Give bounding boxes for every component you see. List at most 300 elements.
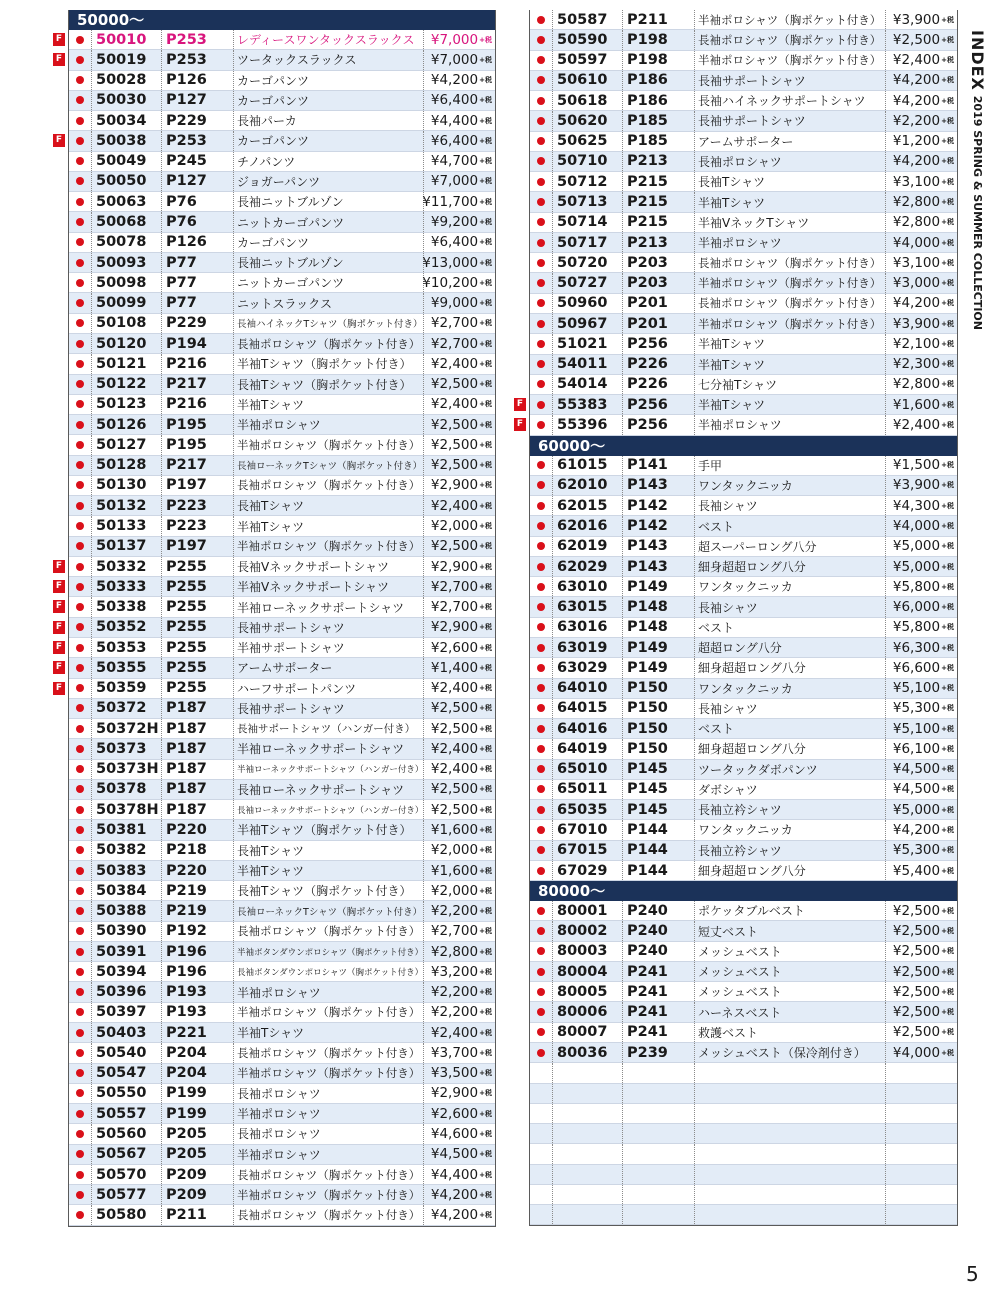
item-code: 50577 <box>91 1185 161 1204</box>
item-page: P150 <box>622 719 694 738</box>
price-value: ¥2,500 <box>892 943 941 960</box>
table-row <box>69 1145 495 1165</box>
item-page: P187 <box>161 780 233 799</box>
red-dot-icon <box>537 320 545 328</box>
tax-label: +税 <box>941 360 954 369</box>
tax-label: +税 <box>941 177 954 186</box>
item-price <box>885 861 957 880</box>
item-name: 細身超超ロング八分 <box>694 739 885 758</box>
red-dot-icon <box>76 1069 84 1077</box>
price-value: ¥11,700 <box>422 193 479 210</box>
item-price <box>885 355 957 374</box>
bullet-cell <box>69 765 91 773</box>
item-name: 長袖サポートシャツ <box>233 618 423 637</box>
item-page: P204 <box>161 1064 233 1083</box>
red-dot-icon <box>76 259 84 267</box>
item-code: 50560 <box>91 1124 161 1143</box>
red-dot-icon <box>537 1008 545 1016</box>
item-price <box>885 10 957 29</box>
item-code: 50355 <box>91 658 161 677</box>
item-price <box>885 557 957 576</box>
item-page: P145 <box>622 760 694 779</box>
item-code: 50132 <box>91 496 161 515</box>
item-name: カーゴパンツ <box>233 131 423 150</box>
item-code: 80007 <box>552 1023 622 1042</box>
red-dot-icon <box>76 56 84 64</box>
tax-label: +税 <box>479 967 492 976</box>
item-code: 50714 <box>552 213 622 232</box>
item-code: 50391 <box>91 942 161 961</box>
bullet-cell <box>69 664 91 672</box>
tax-label: +税 <box>479 907 492 916</box>
tax-label: +税 <box>479 1150 492 1159</box>
table-row <box>530 172 957 192</box>
item-price <box>423 354 495 373</box>
table-row <box>69 496 495 516</box>
item-code: 50394 <box>91 962 161 981</box>
bullet-cell <box>69 623 91 631</box>
table-row <box>530 982 957 1002</box>
bullet-cell <box>69 1069 91 1077</box>
table-row <box>69 1104 495 1124</box>
bullet-cell <box>69 988 91 996</box>
table-row <box>530 132 957 152</box>
item-page: P220 <box>161 820 233 839</box>
red-dot-icon <box>76 785 84 793</box>
price-value: ¥6,400 <box>430 92 479 109</box>
tax-label: +税 <box>479 177 492 186</box>
red-dot-icon <box>76 664 84 672</box>
item-price <box>885 537 957 556</box>
item-code: 50720 <box>552 253 622 272</box>
item-name: ツータックスラックス <box>233 50 423 69</box>
table-row <box>69 273 495 293</box>
price-value: ¥5,800 <box>892 619 941 636</box>
bullet-cell <box>69 218 91 226</box>
item-price <box>423 658 495 677</box>
item-name: 長袖Tシャツ <box>233 496 423 515</box>
table-row <box>530 962 957 982</box>
empty-row <box>530 1084 957 1104</box>
item-price <box>423 800 495 819</box>
item-price <box>423 111 495 130</box>
price-value: ¥3,900 <box>892 11 941 28</box>
item-price <box>423 1145 495 1164</box>
item-page: P142 <box>622 496 694 515</box>
item-name: カーゴパンツ <box>233 71 423 90</box>
table-row <box>530 841 957 861</box>
table-row <box>55 577 495 597</box>
item-price <box>885 476 957 495</box>
tax-label: +税 <box>941 744 954 753</box>
item-page: P126 <box>161 71 233 90</box>
red-dot-icon <box>76 745 84 753</box>
price-value: ¥2,500 <box>430 436 479 453</box>
item-code: 50078 <box>91 233 161 252</box>
bullet-cell <box>69 461 91 469</box>
item-code: 50373H <box>91 760 161 779</box>
item-code: 50028 <box>91 71 161 90</box>
bullet-cell <box>530 481 552 489</box>
table-row <box>530 537 957 557</box>
price-value: ¥3,200 <box>430 963 479 980</box>
bullet-cell <box>69 968 91 976</box>
table-row <box>69 901 495 921</box>
tax-label: +税 <box>479 116 492 125</box>
red-dot-icon <box>537 867 545 875</box>
item-price <box>423 1084 495 1103</box>
bullet-cell <box>69 117 91 125</box>
item-name: 長袖シャツ <box>694 496 885 515</box>
item-name: カーゴパンツ <box>233 233 423 252</box>
item-price <box>885 334 957 353</box>
price-value: ¥2,500 <box>430 457 479 474</box>
red-dot-icon <box>76 1049 84 1057</box>
item-page: P199 <box>161 1104 233 1123</box>
price-value: ¥4,200 <box>430 72 479 89</box>
table-row <box>69 1064 495 1084</box>
item-page: P187 <box>161 699 233 718</box>
item-name: 長袖ポロシャツ <box>233 1124 423 1143</box>
table-row <box>530 192 957 212</box>
item-code: 50378H <box>91 800 161 819</box>
item-price <box>885 314 957 333</box>
item-name: 超スーパーロング八分 <box>694 537 885 556</box>
price-value: ¥4,500 <box>892 761 941 778</box>
tax-label: +税 <box>479 339 492 348</box>
item-price <box>423 50 495 69</box>
red-dot-icon <box>76 461 84 469</box>
item-page: P211 <box>622 10 694 29</box>
tax-label: +税 <box>479 927 492 936</box>
item-code: 50618 <box>552 91 622 110</box>
table-row <box>69 800 495 820</box>
bullet-cell <box>69 684 91 692</box>
bullet-cell <box>530 907 552 915</box>
table-row <box>530 152 957 172</box>
price-value: ¥4,200 <box>892 295 941 312</box>
bullet-cell <box>69 644 91 652</box>
price-value: ¥2,500 <box>892 1004 941 1021</box>
item-page: P253 <box>161 50 233 69</box>
tax-label: +税 <box>479 886 492 895</box>
table-row <box>69 456 495 476</box>
item-code: 63010 <box>552 577 622 596</box>
item-price <box>423 982 495 1001</box>
item-page: P196 <box>161 942 233 961</box>
item-name: 七分袖Tシャツ <box>694 375 885 394</box>
item-price <box>423 699 495 718</box>
item-price <box>423 760 495 779</box>
table-row <box>69 91 495 111</box>
red-dot-icon <box>76 238 84 246</box>
tax-label: +税 <box>941 866 954 875</box>
item-name: 長袖ローネックサポートシャツ <box>233 780 423 799</box>
price-value: ¥2,200 <box>892 112 941 129</box>
item-name: ニットカーゴパンツ <box>233 212 423 231</box>
tax-label: +税 <box>941 96 954 105</box>
table-row <box>530 334 957 354</box>
red-dot-icon <box>76 846 84 854</box>
tax-label: +税 <box>479 258 492 267</box>
bullet-cell <box>69 1171 91 1179</box>
price-value: ¥4,500 <box>892 781 941 798</box>
item-page: P195 <box>161 415 233 434</box>
item-name: 半袖ポロシャツ（胸ポケット付き） <box>233 1064 423 1083</box>
f-mark-icon: F <box>53 53 65 66</box>
tax-label: +税 <box>479 218 492 227</box>
price-value: ¥5,800 <box>892 578 941 595</box>
item-name: 半袖ポロシャツ（胸ポケット付き） <box>694 10 885 29</box>
f-mark-icon: F <box>53 621 65 634</box>
item-code: 61015 <box>552 456 622 475</box>
tax-label: +税 <box>941 137 954 146</box>
item-code <box>552 1084 622 1103</box>
price-value: ¥3,000 <box>892 275 941 292</box>
item-code: 50127 <box>91 435 161 454</box>
price-value: ¥2,600 <box>430 639 479 656</box>
red-dot-icon <box>76 218 84 226</box>
table-row <box>530 618 957 638</box>
bullet-cell <box>530 542 552 550</box>
item-price <box>885 719 957 738</box>
item-code: 80003 <box>552 942 622 961</box>
item-code: 50093 <box>91 253 161 272</box>
bullet-cell <box>530 218 552 226</box>
tax-label: +税 <box>941 1028 954 1037</box>
collection-subtitle: 2019 SPRING & SUMMER COLLECTION <box>971 95 984 330</box>
table-row <box>530 638 957 658</box>
item-price <box>885 294 957 313</box>
item-name: 半袖ポロシャツ（胸ポケット付き） <box>694 51 885 70</box>
item-name: アームサポーター <box>233 658 423 677</box>
item-price <box>885 111 957 130</box>
item-name: ダボシャツ <box>694 780 885 799</box>
item-name: 半袖ローネックサポートシャツ <box>233 739 423 758</box>
item-page: P211 <box>161 1205 233 1224</box>
table-row <box>69 760 495 780</box>
item-name: メッシュベスト <box>694 982 885 1001</box>
red-dot-icon <box>76 644 84 652</box>
item-name: 長袖シャツ <box>694 597 885 616</box>
item-price <box>423 1165 495 1184</box>
item-name: 半袖VネックTシャツ <box>694 213 885 232</box>
bullet-cell <box>69 421 91 429</box>
red-dot-icon <box>537 239 545 247</box>
item-page: P223 <box>161 496 233 515</box>
item-page: P77 <box>161 253 233 272</box>
item-name: 半袖ローネックサポートシャツ <box>233 597 423 616</box>
item-price <box>423 172 495 191</box>
item-page: P241 <box>622 962 694 981</box>
item-page: P253 <box>161 30 233 49</box>
item-name: 長袖サポートシャツ <box>233 699 423 718</box>
bullet-cell <box>530 563 552 571</box>
price-value: ¥5,000 <box>892 558 941 575</box>
bullet-cell <box>69 319 91 327</box>
table-row <box>69 962 495 982</box>
item-price <box>423 577 495 596</box>
item-code: 50049 <box>91 152 161 171</box>
price-value: ¥4,500 <box>430 1146 479 1163</box>
table-row <box>530 921 957 941</box>
item-name: 半袖サポートシャツ <box>233 638 423 657</box>
table-row <box>69 212 495 232</box>
bullet-cell <box>530 968 552 976</box>
f-mark-icon: F <box>53 600 65 613</box>
item-page: P240 <box>622 942 694 961</box>
f-mark-icon: F <box>53 134 65 147</box>
section-header: 50000〜 <box>69 10 495 30</box>
item-price <box>885 921 957 940</box>
price-value: ¥2,800 <box>892 214 941 231</box>
item-price <box>885 699 957 718</box>
item-price <box>423 1064 495 1083</box>
red-dot-icon <box>537 907 545 915</box>
bullet-cell <box>530 826 552 834</box>
item-page: P219 <box>161 881 233 900</box>
bullet-cell <box>530 988 552 996</box>
table-row <box>55 597 495 617</box>
f-mark-icon: F <box>53 661 65 674</box>
item-price <box>423 314 495 333</box>
table-row <box>69 922 495 942</box>
item-page: P205 <box>161 1124 233 1143</box>
bullet-cell <box>69 1008 91 1016</box>
index-column-right <box>516 10 958 1226</box>
tax-label: +税 <box>479 866 492 875</box>
price-value: ¥2,400 <box>892 52 941 69</box>
f-mark-icon: F <box>53 580 65 593</box>
red-dot-icon <box>76 522 84 530</box>
tax-label: +税 <box>941 987 954 996</box>
bullet-cell <box>69 542 91 550</box>
item-name: レディースワンタックスラックス <box>233 30 423 49</box>
table-row <box>69 1124 495 1144</box>
tax-label: +税 <box>941 643 954 652</box>
bullet-cell <box>530 806 552 814</box>
table-row <box>530 658 957 678</box>
red-dot-icon <box>76 1171 84 1179</box>
red-dot-icon <box>537 563 545 571</box>
item-code: 50713 <box>552 192 622 211</box>
bullet-cell <box>530 846 552 854</box>
item-code: 50625 <box>552 132 622 151</box>
tax-label: +税 <box>479 420 492 429</box>
item-price <box>885 30 957 49</box>
item-code <box>552 1205 622 1224</box>
red-dot-icon <box>76 826 84 834</box>
f-mark-icon: F <box>53 682 65 695</box>
table-row <box>530 496 957 516</box>
red-dot-icon <box>76 806 84 814</box>
tax-label: +税 <box>479 197 492 206</box>
item-code: 50580 <box>91 1205 161 1224</box>
red-dot-icon <box>537 401 545 409</box>
bullet-cell <box>69 806 91 814</box>
table-row <box>530 30 957 50</box>
table-row <box>530 1043 957 1063</box>
item-name: ジョガーパンツ <box>233 172 423 191</box>
tax-label: +税 <box>479 724 492 733</box>
tax-label: +税 <box>479 643 492 652</box>
price-value: ¥1,200 <box>892 133 941 150</box>
price-value: ¥5,000 <box>892 801 941 818</box>
red-dot-icon <box>76 907 84 915</box>
red-dot-icon <box>76 725 84 733</box>
item-page: P220 <box>161 861 233 880</box>
item-code: 65010 <box>552 760 622 779</box>
item-price <box>423 375 495 394</box>
item-code: 50381 <box>91 820 161 839</box>
bullet-cell <box>69 826 91 834</box>
item-page <box>622 1185 694 1204</box>
item-page: P194 <box>161 334 233 353</box>
table-row <box>69 739 495 759</box>
tax-label: +税 <box>479 1069 492 1078</box>
bullet-cell <box>530 320 552 328</box>
red-dot-icon <box>537 198 545 206</box>
item-code: 64015 <box>552 699 622 718</box>
table-row <box>69 820 495 840</box>
empty-row <box>530 1104 957 1124</box>
price-value: ¥9,000 <box>430 295 479 312</box>
bullet-cell <box>69 1029 91 1037</box>
empty-row <box>530 1144 957 1164</box>
tax-label: +税 <box>479 623 492 632</box>
item-name: アームサポーター <box>694 132 885 151</box>
table-row <box>69 1205 495 1225</box>
item-name <box>694 1063 885 1082</box>
price-value: ¥2,500 <box>430 376 479 393</box>
table-row <box>530 314 957 334</box>
f-mark-icon: F <box>53 33 65 46</box>
item-page: P196 <box>161 962 233 981</box>
item-name: メッシュベスト <box>694 962 885 981</box>
item-name: 長袖ポロシャツ（胸ポケット付き） <box>233 1205 423 1224</box>
item-page: P127 <box>161 172 233 191</box>
item-name <box>694 1104 885 1123</box>
table-row <box>69 719 495 739</box>
item-price <box>885 415 957 434</box>
item-code: 50120 <box>91 334 161 353</box>
table-row <box>530 253 957 273</box>
red-dot-icon <box>537 218 545 226</box>
bullet-cell <box>69 238 91 246</box>
red-dot-icon <box>76 96 84 104</box>
tax-label: +税 <box>941 400 954 409</box>
price-value: ¥6,400 <box>430 132 479 149</box>
item-page: P143 <box>622 557 694 576</box>
bullet-cell <box>530 664 552 672</box>
tax-label: +税 <box>479 440 492 449</box>
item-name: 半袖ポロシャツ <box>233 415 423 434</box>
price-value: ¥3,900 <box>892 315 941 332</box>
bullet-cell <box>530 725 552 733</box>
item-page: P240 <box>622 901 694 920</box>
item-name: 半袖ポロシャツ <box>233 1145 423 1164</box>
item-code: 64016 <box>552 719 622 738</box>
item-price <box>885 233 957 252</box>
bullet-cell <box>69 400 91 408</box>
item-page <box>622 1124 694 1143</box>
item-page: P216 <box>161 395 233 414</box>
bullet-cell <box>530 765 552 773</box>
price-value: ¥2,400 <box>892 416 941 433</box>
item-name <box>694 1165 885 1184</box>
item-code: 50019 <box>91 50 161 69</box>
item-code <box>552 1185 622 1204</box>
